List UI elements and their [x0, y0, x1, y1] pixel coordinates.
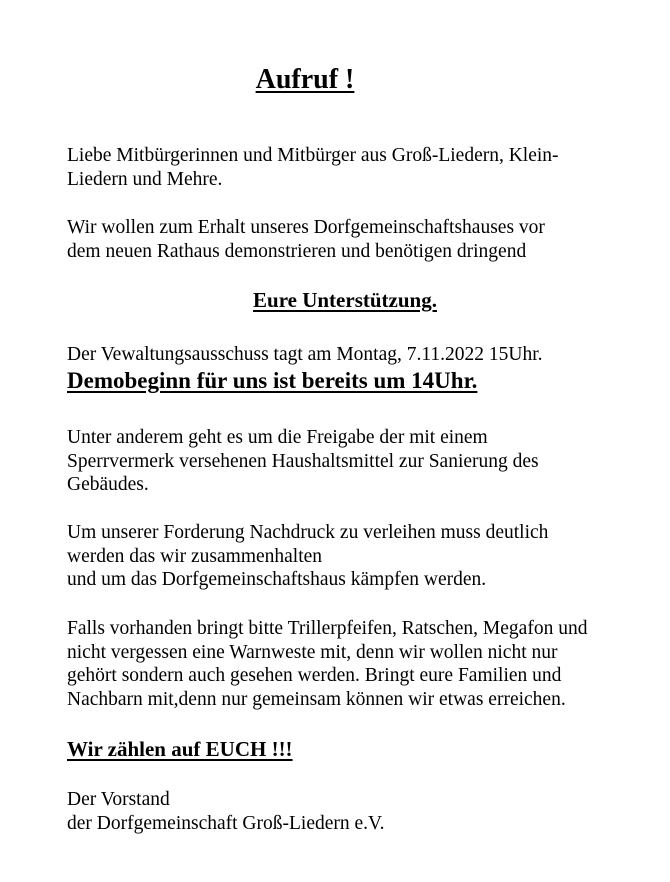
signature-line-1: Der Vorstand: [67, 789, 170, 810]
signature-line-2: der Dorfgemeinschaft Groß-Liedern e.V.: [67, 812, 385, 834]
demand-line-3: und um das Dorfgemeinschaftshaus kämpfen werden.: [67, 569, 487, 590]
meeting-text: [67, 343, 543, 367]
page-title: Aufruf !: [255, 64, 355, 95]
support-heading: Eure Unterstützung.: [253, 288, 437, 312]
topic-paragraph: [67, 426, 539, 497]
greeting-paragraph: [67, 144, 559, 191]
signature-block: [67, 788, 384, 835]
closing-heading: Wir zählen auf EUCH !!!: [67, 737, 293, 761]
intro-line-2: dem neuen Rathaus demonstrieren und benötigen dringend: [67, 240, 527, 262]
bring-line-2: nicht vergessen eine Warnweste mit, denn wir wollen nicht nur: [67, 641, 558, 663]
demand-line-1: Um unserer Forderung Nachdruck zu verleihen muss deutlich: [67, 522, 549, 543]
bring-line-1: Falls vorhanden bringt bitte Trillerpfeifen, Ratschen, Megafon und: [67, 618, 588, 639]
demand-paragraph: [67, 521, 548, 592]
demand-line-2: werden das wir zusammenhalten: [67, 545, 323, 567]
topic-line-2: Sperrvermerk versehenen Haushaltsmittel zur Sanierung des: [67, 450, 539, 472]
intro-line-1: Wir wollen zum Erhalt unseres Dorfgemeinschaftshauses vor: [67, 217, 545, 238]
topic-line-3: Gebäudes.: [67, 474, 149, 495]
greeting-line-2: Liedern und Mehre.: [67, 168, 223, 190]
bring-paragraph: [67, 617, 587, 711]
bring-line-4: Nachbarn mit,denn nur gemeinsam können wir etwas erreichen.: [67, 688, 566, 710]
greeting-line-1: Liebe Mitbürgerinnen und Mitbürger aus Groß-Liedern, Klein-: [67, 145, 559, 166]
demo-start-heading: Demobeginn für uns ist bereits um 14Uhr.: [67, 368, 478, 393]
meeting-line: Der Vewaltungsausschuss tagt am Montag, 7.11.2022 15Uhr.: [67, 344, 543, 365]
topic-line-1: Unter anderem geht es um die Freigabe der mit einem: [67, 427, 488, 448]
bring-line-3: gehört sondern auch gesehen werden. Bringt eure Familien und: [67, 665, 562, 686]
intro-paragraph: [67, 216, 545, 263]
